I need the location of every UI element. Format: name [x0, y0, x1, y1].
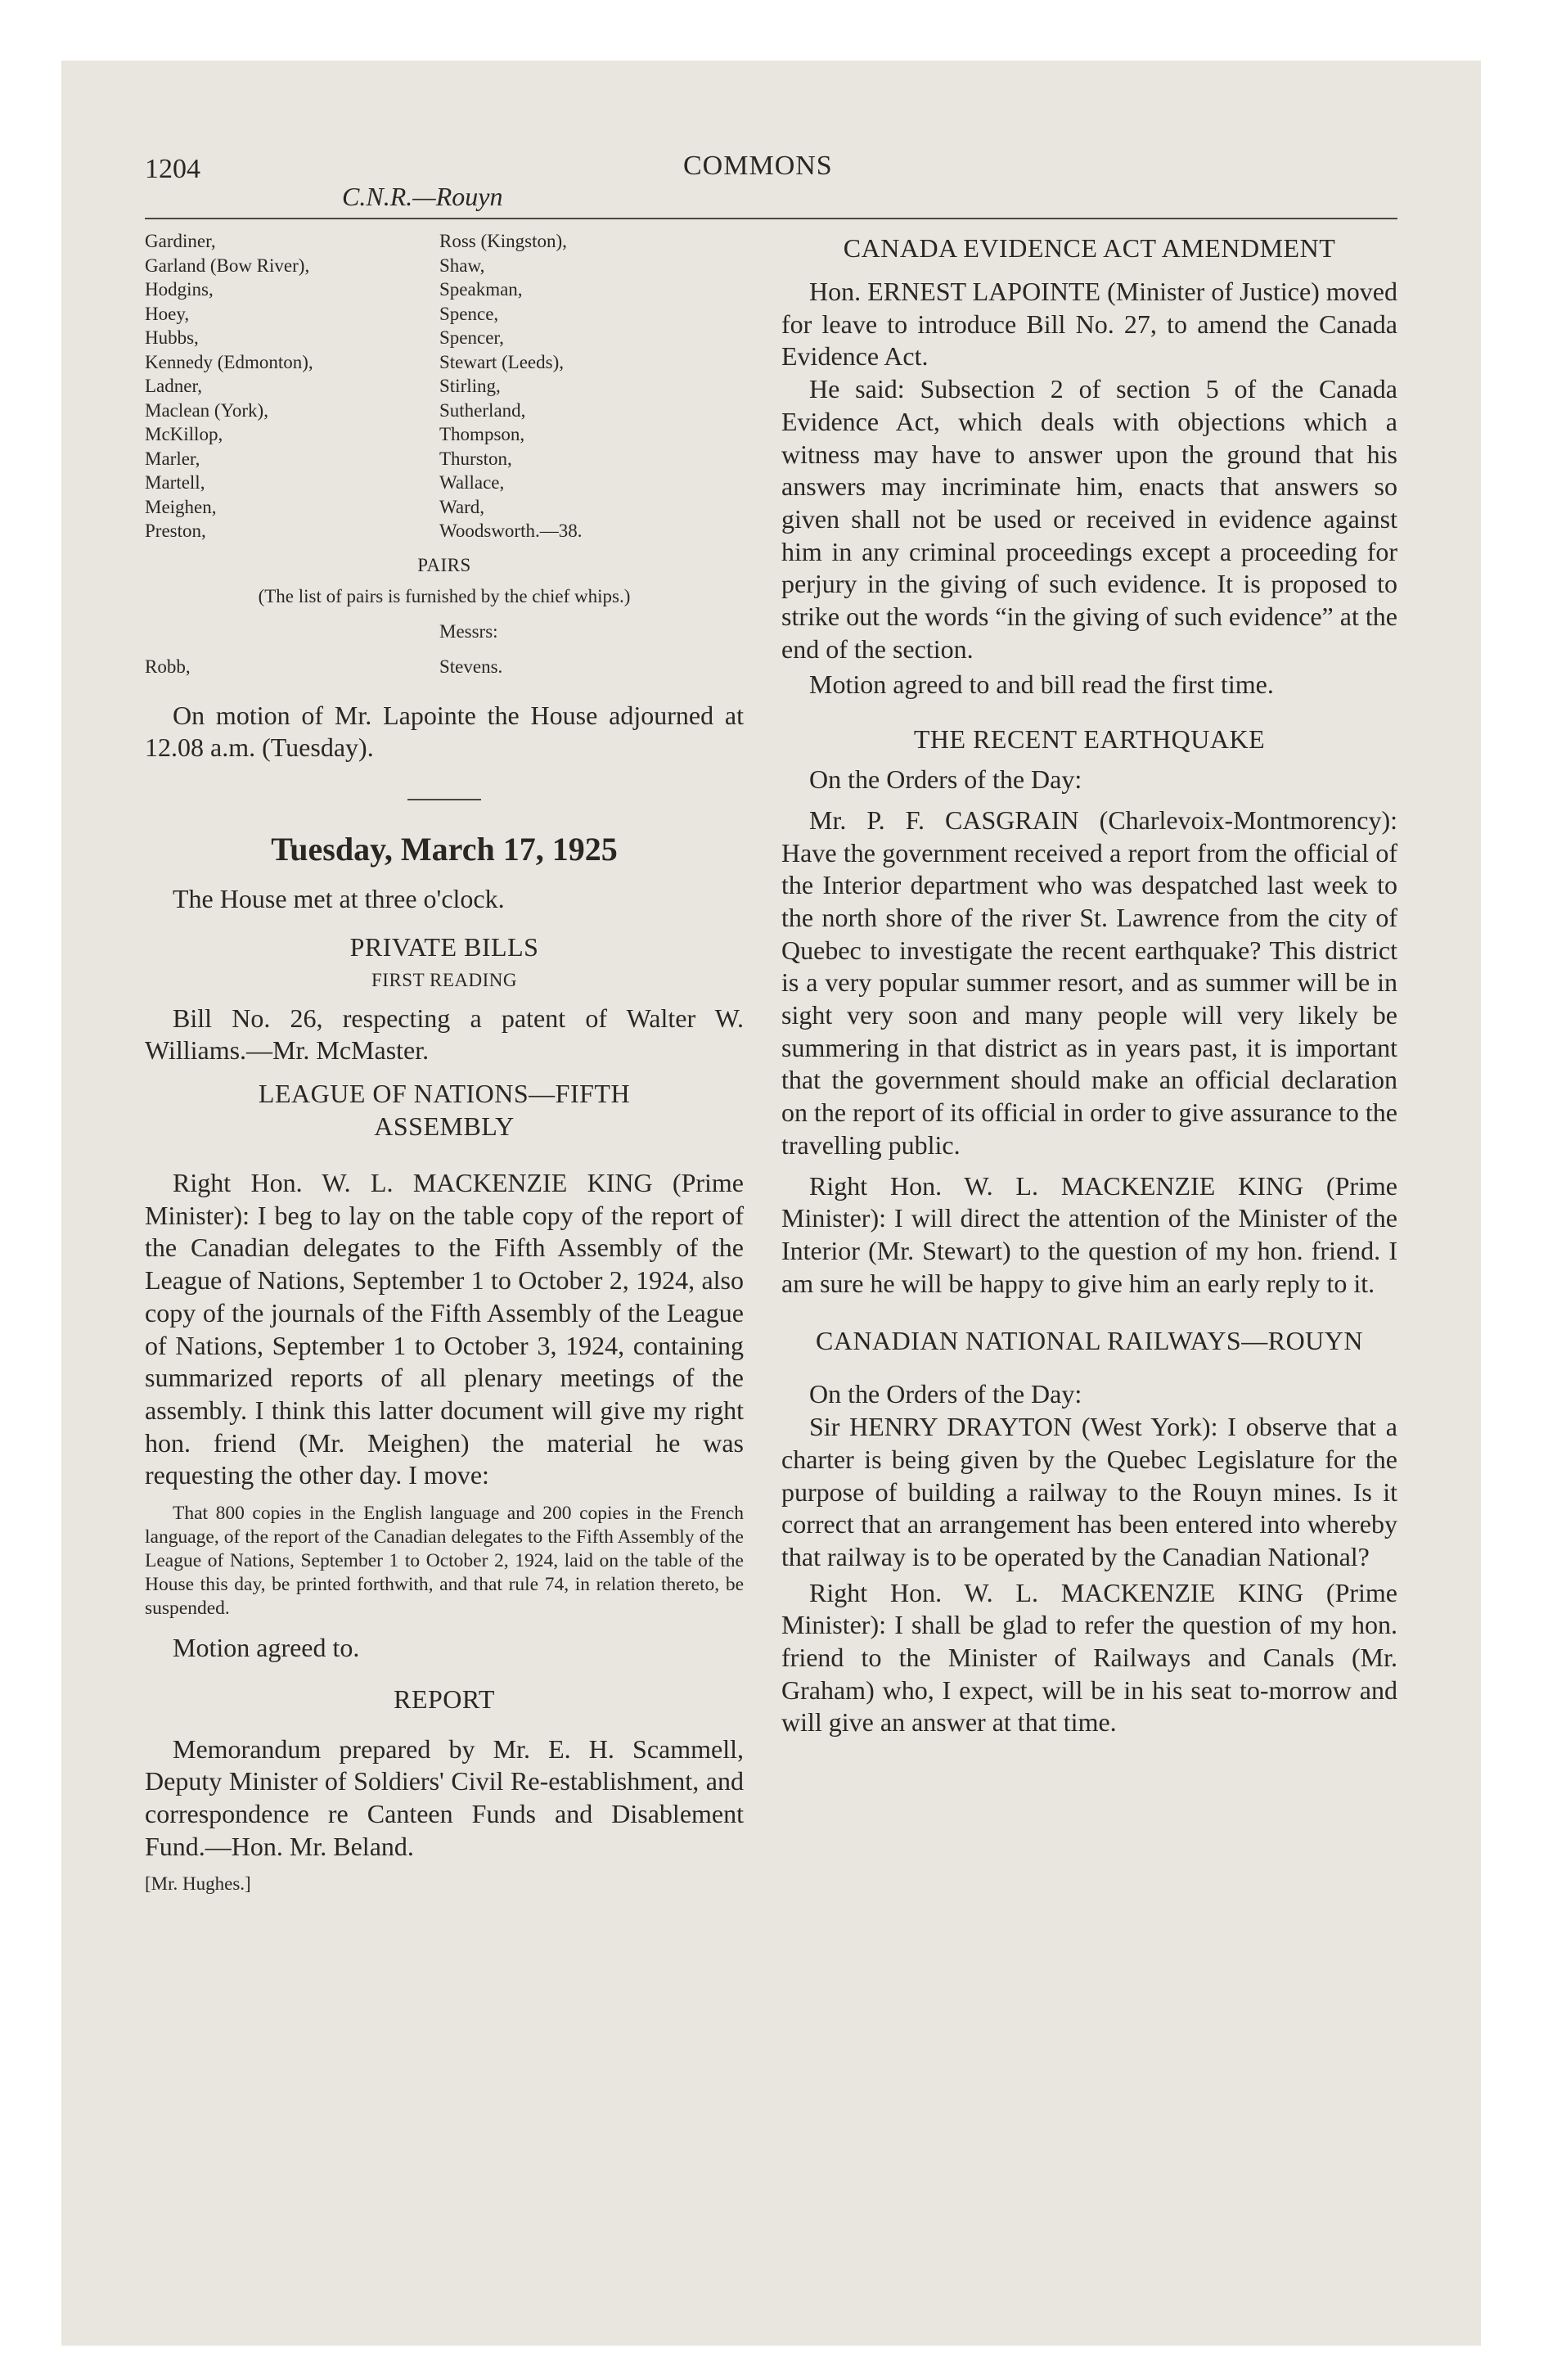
header-rule [145, 218, 1397, 219]
member-name: Wallace, [439, 472, 505, 493]
right-column [781, 229, 1397, 1739]
member-name: Preston, [145, 521, 206, 541]
league-motion: That 800 copies in the English language and 200 copies in the French language, of the report of the Canadian delegates to the Fifth Assembly of the League of Nations, September 1 to October 2, 1924, laid on the table of the House this day, be printed forthwith, and that rule 74, in relation thereto, be suspended. [145, 1503, 744, 1620]
evidence-act-p1: Hon. ERNEST LAPOINTE (Minister of Justice) moved for leave to introduce Bill No. 27, to amend the Canada Evidence Act. [781, 277, 1397, 372]
first-reading-heading: FIRST READING [371, 969, 517, 990]
member-name: Hodgins, [145, 279, 214, 300]
earthquake-p1: Mr. P. F. CASGRAIN (Charlevoix-Montmorency): Have the government received a report from the official of the Interior department who was despatched last week to the north shore of the river St. Lawrence from the city of Quebec to investigate the recent earthquake? This district is a very popular summer resort, and as summer will be in sight very soon and many people will very likely be summering in that district as in years past, it is important that the government should make an official declaration on the report of its official in order to give assurance to the travelling public. [781, 805, 1397, 1160]
left-column [145, 229, 744, 1895]
private-bills-heading: PRIVATE BILLS [349, 931, 539, 962]
member-name: McKillop, [145, 424, 223, 444]
member-name: Garland (Bow River), [145, 255, 310, 276]
evidence-act-p3: Motion agreed to and bill read the first time. [809, 669, 1274, 700]
railways-orders: On the Orders of the Day: [809, 1379, 1082, 1409]
member-name: Woodsworth.—38. [439, 521, 583, 541]
pairs-messrs: Messrs: [439, 620, 498, 642]
member-name: Stirling, [439, 376, 501, 396]
pairs-row [145, 655, 744, 678]
member-name: Marler, [145, 448, 200, 469]
page-number: 1204 [145, 154, 200, 184]
division-col-1 [145, 229, 439, 543]
member-name: Shaw, [439, 255, 485, 276]
league-agreed: Motion agreed to. [173, 1633, 360, 1663]
earthquake-heading: THE RECENT EARTHQUAKE [913, 724, 1266, 755]
pair-left: Robb, [145, 656, 191, 677]
adjournment-text: On motion of Mr. Lapointe the House adjourned at 12.08 a.m. (Tuesday). [145, 700, 744, 763]
report-heading: REPORT [394, 1684, 495, 1714]
house-met-text: The House met at three o'clock. [173, 883, 505, 913]
member-name: Stewart (Leeds), [439, 351, 564, 372]
report-text: Memorandum prepared by Mr. E. H. Scammell, Deputy Minister of Soldiers' Civil Re-establishment, and correspondence re Canteen Funds and Disablement Fund.—Hon. Mr. Beland. [145, 1733, 744, 1861]
member-name: Sutherland, [439, 399, 526, 421]
member-name: Hoey, [145, 303, 190, 324]
bill-26-text: Bill No. 26, respecting a patent of Walter W. Williams.—Mr. McMaster. [145, 1003, 744, 1066]
league-heading: LEAGUE OF NATIONS—FIFTH ASSEMBLY [258, 1079, 631, 1142]
pair-right: Stevens. [439, 656, 503, 677]
member-name: Speakman, [439, 279, 523, 300]
page-subject: C.N.R.—Rouyn [342, 182, 503, 211]
pairs-heading: PAIRS [417, 554, 471, 575]
league-speech: Right Hon. W. L. MACKENZIE KING (Prime Minister): I beg to lay on the table copy of the report of the Canadian delegates to the Fifth Assembly of the League of Nations, September 1 to October 2, 1924, also copy of the journals of the Fifth Assembly of the League of Nations, September 1 to October 3, 1924, containing summarized reports of all plenary meetings of the assembly. I think this latter document will give my right hon. friend (Mr. Meighen) the material he was requesting the other day. I move: [145, 1168, 744, 1490]
member-name: Hubbs, [145, 327, 199, 348]
footer-speaker: [Mr. Hughes.] [145, 1873, 251, 1894]
member-name: Ladner, [145, 376, 202, 396]
member-name: Spence, [439, 303, 499, 324]
railways-heading: CANADIAN NATIONAL RAILWAYS—ROUYN [815, 1326, 1363, 1356]
member-name: Kennedy (Edmonton), [145, 351, 313, 372]
member-name: Thompson, [439, 424, 525, 444]
sitting-date: Tuesday, March 17, 1925 [271, 830, 618, 868]
member-name: Spencer, [439, 327, 504, 348]
member-name: Ross (Kingston), [439, 231, 567, 251]
section-rule [407, 799, 481, 800]
railways-p1: Sir HENRY DRAYTON (West York): I observe that a charter is being given by the Quebec Legislature for the purpose of building a railway to the Rouyn mines. Is it correct that an arrangement has been entered into whereby that railway is to be operated by the Canadian National? [781, 1412, 1397, 1571]
evidence-act-p2: He said: Subsection 2 of section 5 of the Canada Evidence Act, which deals with objections which a witness may have to answer upon the ground that his answers may incriminate him, enacts that answers so given shall not be used or received in evidence against him in any criminal proceedings except a proceeding for perjury in the giving of such evidence. It is proposed to strike out the words “in the giving of such evidence” at the end of the section. [781, 374, 1397, 664]
member-name: Ward, [439, 496, 484, 517]
division-col-2 [439, 229, 744, 543]
member-name: Martell, [145, 472, 205, 493]
member-name: Thurston, [439, 448, 512, 469]
member-name: Gardiner, [145, 231, 216, 251]
pairs-note: (The list of pairs is furnished by the chief whips.) [258, 585, 631, 606]
division-list [145, 229, 744, 543]
member-name: Maclean (York), [145, 399, 268, 421]
earthquake-p2: Right Hon. W. L. MACKENZIE KING (Prime Minister): I will direct the attention of the Minister of the Interior (Mr. Stewart) to the question of my hon. friend. I am sure he will be happy to give him an early reply to it. [781, 1170, 1397, 1298]
earthquake-orders: On the Orders of the Day: [809, 764, 1082, 795]
member-name: Meighen, [145, 496, 217, 517]
railways-p2: Right Hon. W. L. MACKENZIE KING (Prime Minister): I shall be glad to refer the question of my hon. friend to the Minister of Railways and Canals (Mr. Graham) who, I expect, will be in his seat to-morrow and will give an answer at that time. [781, 1577, 1397, 1738]
evidence-act-heading: CANADA EVIDENCE ACT AMENDMENT [843, 233, 1336, 263]
running-title: COMMONS [683, 151, 833, 181]
